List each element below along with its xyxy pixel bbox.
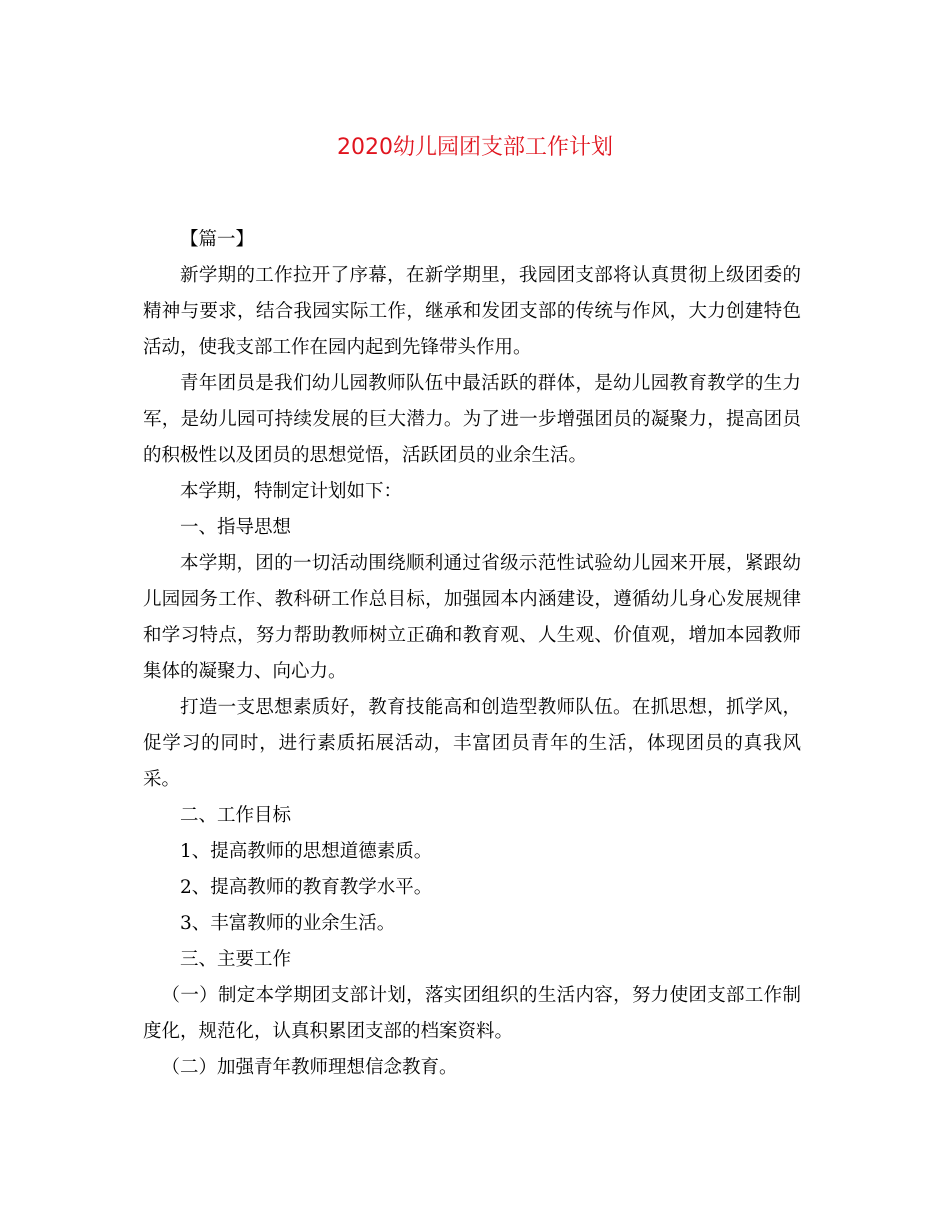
list-item: 2、提高教师的教育教学水平。 (180, 877, 433, 898)
paragraph: 新学期的工作拉开了序幕，在新学期里，我园团支部将认真贯彻上级团委的精神与要求，结合我园实际工作，继承和发团支部的传统与作风，大力创建特色活动，使我支部工作在园内起到先锋带头作用。 (143, 265, 801, 358)
document-title: 2020幼儿园团支部工作计划 (337, 135, 613, 160)
section-heading: 一、指导思想 (180, 517, 292, 538)
list-item: 3、丰富教师的业余生活。 (180, 913, 396, 934)
paragraph: 青年团员是我们幼儿园教师队伍中最活跃的群体，是幼儿园教育教学的生力军，是幼儿园可持续发展的巨大潜力。为了进一步增强团员的凝聚力，提高团员的积极性以及团员的思想觉悟，活跃团员的业余生活。 (143, 373, 801, 466)
paragraph: 本学期，团的一切活动围绕顺利通过省级示范性试验幼儿园来开展，紧跟幼儿园园务工作、教科研工作总目标，加强园本内涵建设，遵循幼儿身心发展规律和学习特点，努力帮助教师树立正确和教育观、人生观、价值观，增加本园教师集体的凝聚力、向心力。 (143, 553, 801, 682)
paragraph: 打造一支思想素质好，教育技能高和创造型教师队伍。在抓思想，抓学风，促学习的同时，进行素质拓展活动，丰富团员青年的生活，体现团员的真我风采。 (143, 697, 801, 790)
paragraph: （二）加强青年教师理想信念教育。 (161, 1057, 458, 1078)
section-heading: 【篇一】 (180, 229, 255, 250)
paragraph: （一）制定本学期团支部计划，落实团组织的生活内容，努力使团支部工作制度化，规范化，认真积累团支部的档案资料。 (143, 985, 801, 1042)
document-body (143, 222, 801, 1086)
section-heading: 二、工作目标 (180, 805, 292, 826)
paragraph: 本学期，特制定计划如下： (180, 481, 403, 502)
section-heading: 三、主要工作 (180, 949, 292, 970)
list-item: 1、提高教师的思想道德素质。 (180, 841, 433, 862)
